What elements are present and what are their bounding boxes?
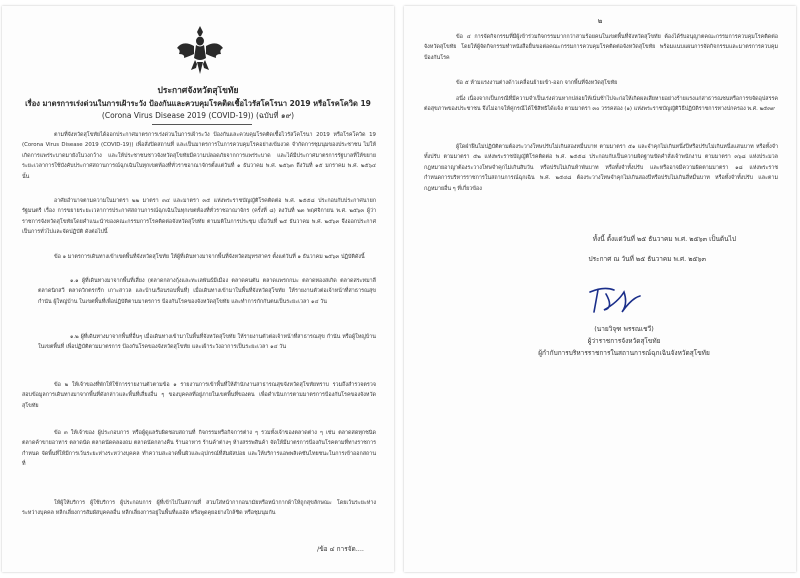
effective-date: ทั้งนี้ ตั้งแต่วันที่ ๒๕ ธันวาคม พ.ศ. ๒๕๖๓ เป็นต้นไป [592,235,736,243]
clause-1-1-paragraph: ๑.๑ ผู้ที่เดินทางมาจากพื้นที่เสี่ยง (ตลาดกลางกุ้งและทะเลพันธ์มีเมือง ตลาดคนตัน ตลาดแพรกกมะ ตลาดทองสเกิด ตลาดสระทมาลี ตลาดนิกสวี ตลาดวิกตรกรีก เกาะสาวล และบ้านเรือนรอบพื้นที่) เมื่อเดินทางเข้ามาในพื้นที่จังหวัดสุโขทัย ให้รายงานตัวต่อเจ้าหน้าที่สาธารณสุข กำนัน ผู้ใหญ่บ้าน ในเขตพื้นที่เพื่อปฏิบัติตามมาตรการ ป้องกันโรคของจังหวัดสุโขทัย และทำการกักกันตนเป็นระยะเวลา ๑๔ วัน [38,278,376,305]
announcement-date: ประกาศ ณ วันที่ ๒๕ ธันวาคม พ.ศ. ๒๕๖๓ [588,255,706,263]
governor-signature [584,284,644,320]
clause-1-paragraph: ข้อ ๑ มาตรการเดินทางเข้าเขตพื้นที่จังหวัดสุโขทัย ให้ผู้ที่เดินทางมาจากพื้นที่จังหวัดสมุทรสาคร ตั้งแต่วันที่ ๑ ธันวาคม ๒๕๖๓ ปฏิบัติดังนี้ [54,254,365,260]
signer-title: ผู้ว่าราชการจังหวัดสุโขทัย [587,337,661,345]
clause-2-paragraph: ข้อ ๒ ให้เจ้าของที่พักให้ใช้การรายงานตัวตามข้อ ๑ รายงานการเข้าพื้นที่ให้สำนักงานสาธารณสุขจังหวัดสุโขทัยทราบ รวมถึงสำรวจตรวจสอบข้อมูลการเดินทางมาจากพื้นที่ดังกล่าวและพื้นที่เสี่ยงอื่น ๆ ของบุคคลที่อยู่ภายในเขตพื้นที่ของตน เพื่อดำเนินการตามมาตรการป้องกันโรคของจังหวัดสุโขทัย [22,382,376,409]
preamble-paragraph: ตามที่จังหวัดสุโขทัยได้ออกประกาศมาตรการเร่งด่วนในการเฝ้าระวัง ป้องกันและควบคุมโรคติดเชื้อไวรัสโคโรนา 2019 หรือโรคโควิด 19 (Corona Virus Disease 2019 (COVID-19)) เพื่อสั่งปิดสถานที่ และเป็นมาตรการในการควบคุมโรคอย่างเข้มงวด จำกัดการชุมนุมของประชาชน ไม่ให้เกิดการแพร่ระบาดมายังในวงกว้าง และให้ประชาชนชาวจังหวัดสุโขทัยมีความปลอดภัยจากการแพร่ระบาด และได้มีประกาศมาตรการรัฐบาลที่ให้ขยายระยะเวลาการใช้บังคับประกาศสถานการณ์ฉุกเฉินในทุกเขตท้องที่ทั่วราชอาณาจักรตั้งแต่วันที่ ๑ ธันวาคม พ.ศ. ๒๕๖๓ ถึงวันที่ ๑๕ มกราคม พ.ศ. ๒๕๖๔ นั้น [22,132,376,180]
announcement-page-2 [404,6,796,572]
title-divider [152,124,252,125]
signer-name: (นายวิจุฑ พรรณเชวี) [594,325,654,333]
clause-3-mask-paragraph: ให้ผู้ให้บริการ ผู้ใช้บริการ ผู้ประกอบการ ผู้ที่เข้าไปในสถานที่ สวมใส่หน้ากากอนามัยหรือหน้ากากผ้าให้ถูกสุขลักษณะ โดยเว้นระยะห่างระหว่างบุคคล หลีกเลี่ยงการสัมผัสบุคคลอื่น หลีกเลี่ยงการอยู่ในพื้นที่แออัด หรือพูดคุยอย่างใกล้ชิด หรือชุมนุมกัน [22,500,376,517]
authority-paragraph: อาศัยอำนาจตามความในมาตรา ๒๒ มาตรา ๓๔ และมาตรา ๓๕ แห่งพระราชบัญญัติโรคติดต่อ พ.ศ. ๒๕๕๘ ประกอบกับประกาศนายกรัฐมนตรี เรื่อง การขยายระยะเวลาการประกาศสถานการณ์ฉุกเฉินในทุกเขตท้องที่ทั่วราชอาณาจักร (ครั้งที่ ๘) ลงวันที่ ๒๓ พฤศจิกายน พ.ศ. ๒๕๖๓ ผู้ว่าราชการจังหวัดสุโขทัยโดยคำแนะนำของคณะกรรมการโรคติดต่อจังหวัดสุโขทัย ตามมติในการประชุม เมื่อวันที่ ๒๕ ธันวาคม พ.ศ. ๒๕๖๓ จึงออกประกาศเป็นการทั่วไปและจัดปฏิบัติ ดังต่อไปนี้ [22,198,376,236]
announcement-subject: เรื่อง มาตรการเร่งด่วนในการเฝ้าระวัง ป้องกันและควบคุมโรคติดเชื้อไวรัสโคโรนา 2019 หรือโรคโควิด 19 [25,99,371,108]
signer-role: ผู้กำกับการบริหารราชการในสถานการณ์ฉุกเฉินจังหวัดสุโขทัย [538,349,710,357]
announcement-title: ประกาศจังหวัดสุโขทัย [157,86,239,96]
penalty-paragraph: ผู้ใดฝ่าฝืนไม่ปฏิบัติตามต้องระวางโทษปรับไม่เกินสองหมื่นบาท ตามมาตรา ๕๑ และจำคุกไม่เกินหนึ่งปีหรือปรับไม่เกินหนึ่งแสนบาท หรือทั้งจำทั้งปรับ ตามมาตรา ๕๒ แห่งพระราชบัญญัติโรคติดต่อ พ.ศ. ๒๕๕๘ ประกอบกับเป็นความผิดฐานขัดคำสั่งเจ้าพนักงาน ตามมาตรา ๓๖๘ แห่งประมวลกฎหมายอาญาต้องระวางโทษจำคุกไม่เกินสิบวัน หรือปรับไม่เกินห้าพันบาท หรือทั้งจำทั้งปรับ และหรืออาจมีความผิดตามมาตรา ๑๘ แห่งพระราชกำหนดการบริหารราชการในสถานการณ์ฉุกเฉิน พ.ศ. ๒๕๔๘ ต้องระวางโทษจำคุกไม่เกินสองปีหรือปรับไม่เกินสี่หมื่นบาท หรือทั้งจำทั้งปรับ และตามกฎหมายอื่น ๆ ที่เกี่ยวข้อง [424,144,778,192]
clause-5-paragraph: ข้อ ๕ ห้ามแรงงานต่างด้าวเคลื่อนย้ายเข้า-ออก จากพื้นที่จังหวัดสุโขทัย [456,80,618,86]
page-number: ๒ [597,17,603,25]
announcement-subtitle: (Corona Virus Disease 2019 (COVID-19)) (ฉบับที่ ๑๙) [101,111,295,120]
garuda-emblem-icon [175,24,225,76]
clause-1-2-paragraph: ๑.๒ ผู้ที่เดินทางมาจากพื้นที่อื่นๆ เมื่อเดินทางเข้ามาในพื้นที่จังหวัดสุโขทัย ให้รายงานตัวต่อเจ้าหน้าที่สาธารณสุข กำนัน หรือผู้ใหญ่บ้าน ในเขตพื้นที่ เพื่อปฏิบัติตามมาตรการ ป้องกันโรคของจังหวัดสุโขทัย และเฝ้าระวังอาการเป็นระยะเวลา ๑๔ วัน [38,334,376,351]
clause-3-paragraph: ข้อ ๓ ให้เจ้าของ ผู้ประกอบการ หรือผู้ดูแลรับผิดชอบสถานที่ กิจกรรมหรือกิจการต่าง ๆ รวมทั้งเจ้าของตลาดต่าง ๆ เช่น ตลาดสดทุกชนิด ตลาดค้าขายอาหาร ตลาดนัด ตลาดนัดคลองถม ตลาดนัดกลางคืน ร้านอาหาร ร้านค้าต่างๆ ห้างสรรพสินค้า จัดให้มีมาตรการป้องกันโรคตามที่ทางราชการกำหนด จัดพื้นที่ให้มีการเว้นระยะห่างระหว่างบุคคล ทำความสะอาดพื้นผิวและอุปกรณ์ที่สัมผัสบ่อย และให้บริการแอพพลิเคชันไทยชนะในการเข้าออกสถานที่ [22,430,376,468]
continued-marker: /ข้อ ๔ การจัด.... [317,545,364,553]
urgency-paragraph: อนึ่ง เนื่องจากเป็นกรณีที่มีความจำเป็นเร่งด่วนหากปล่อยให้เนิ่นช้าไปจะก่อให้เกิดผลเสียหายอย่างร้ายแรงแก่สาธารณชนหรือการขจัดอุปสรรคต่อสุขภาพของประชาชน จึงไม่อาจให้คู่กรณีได้ใช้สิทธิได้แจ้ง ตามมาตรา ๓๐ วรรคสอง (๑) แห่งพระราชบัญญัติวิธีปฏิบัติราชการทางปกครอง พ.ศ. ๒๕๓๙ [424,96,778,113]
clause-4-paragraph: ข้อ ๔ การจัดกิจกรรมที่มีผู้เข้าร่วมกิจกรรมมากกว่าสามร้อยคนในเขตพื้นที่จังหวัดสุโขทัย ต้องได้รับอนุญาตคณะกรรมการควบคุมโรคติดต่อจังหวัดสุโขทัย โดยให้ผู้จัดกิจกรรมทำหนังสือยื่นขอต่อคณะกรรมการควบคุมโรคติดต่อจังหวัดสุโขทัย พร้อมแนบแผนการจัดกิจกรรมและมาตรการควบคุม ป้องกันโรค [424,34,778,61]
announcement-page-1 [2,6,394,572]
